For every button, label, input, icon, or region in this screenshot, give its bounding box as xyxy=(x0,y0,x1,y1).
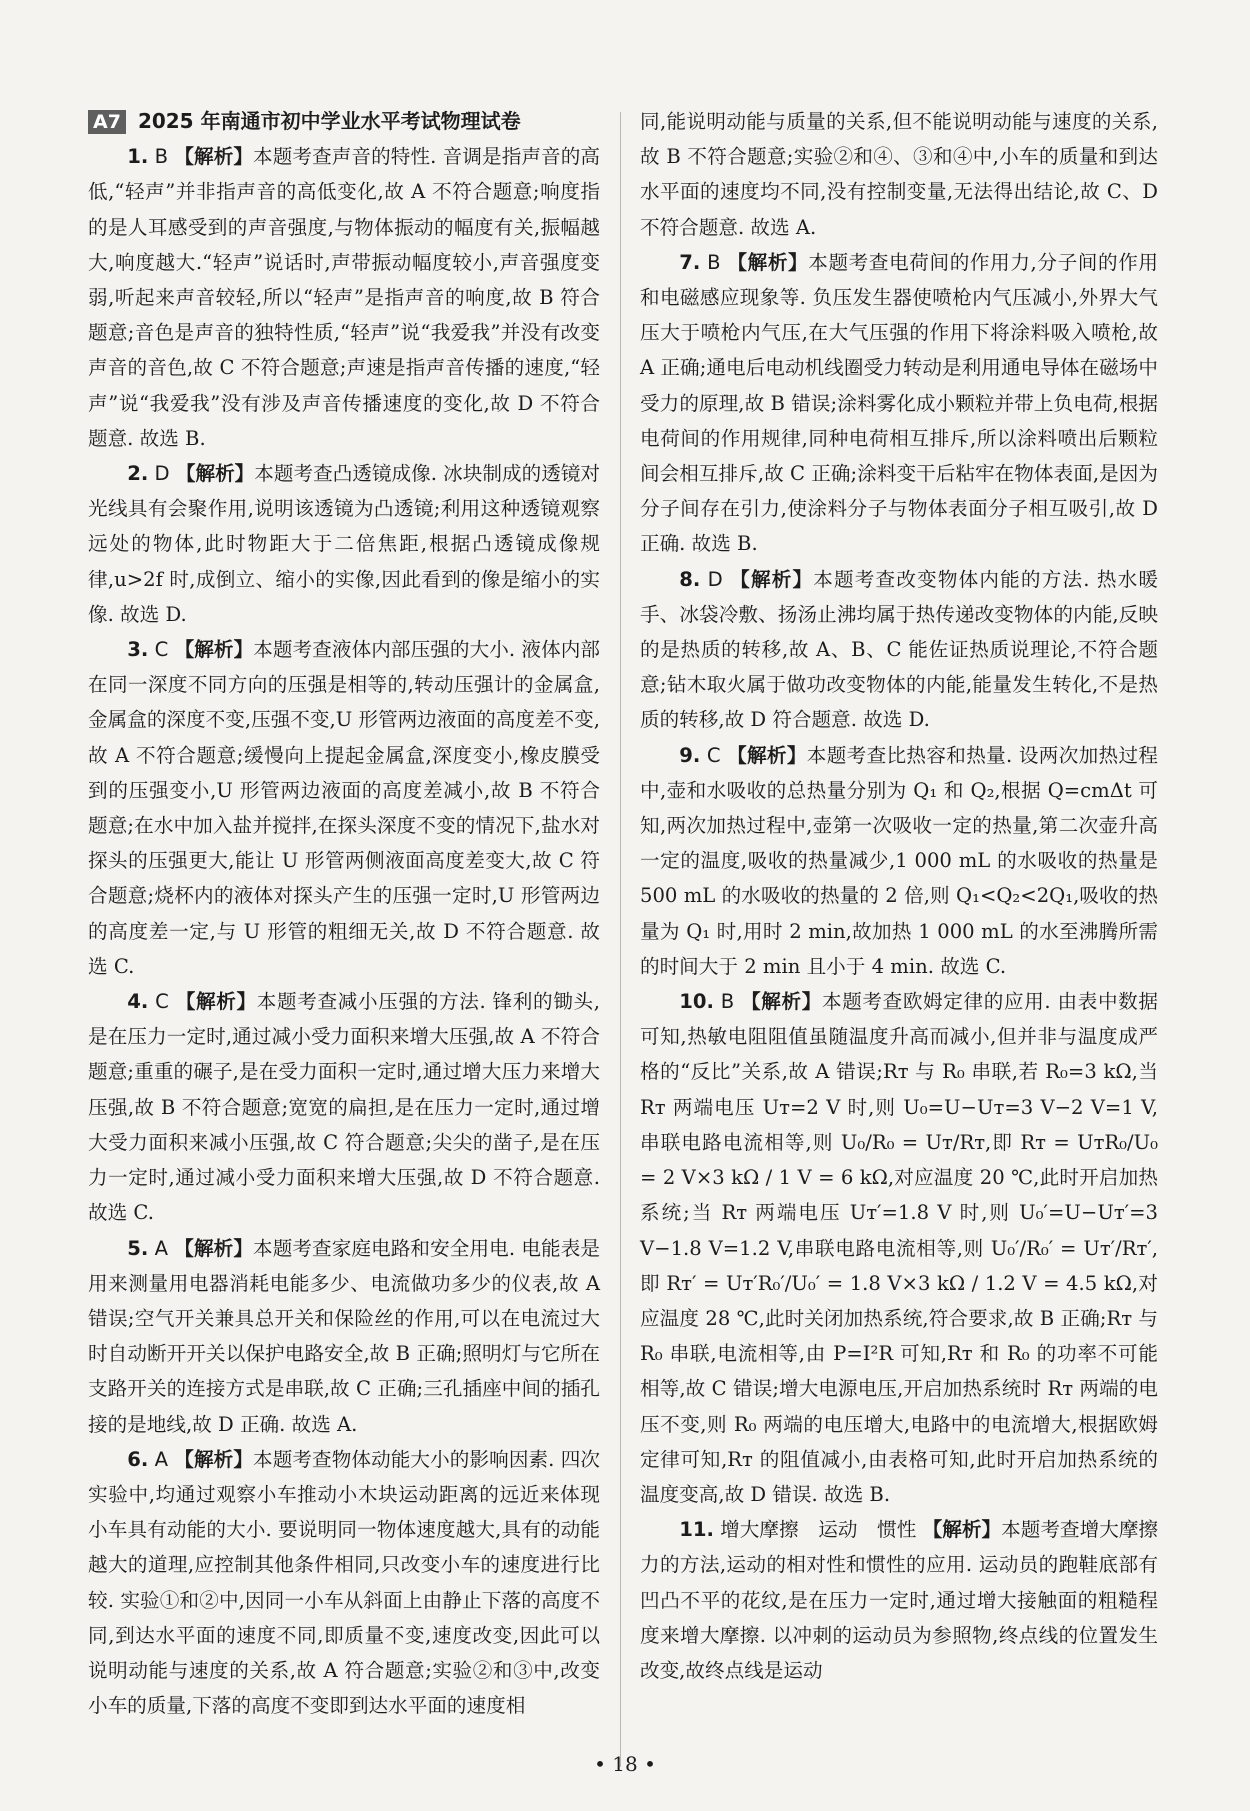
right-column xyxy=(640,104,1158,1688)
item-answer: C xyxy=(155,990,169,1014)
item-tag: 【解析】 xyxy=(175,462,255,486)
answer-item xyxy=(640,245,1158,562)
section-code-badge: A7 xyxy=(88,110,126,134)
page-number: • 18 • xyxy=(594,1752,656,1776)
item-answer: D xyxy=(707,567,723,591)
item-answer: B xyxy=(707,250,721,274)
item-number: 5. xyxy=(127,1236,149,1260)
answer-item xyxy=(88,984,600,1230)
item-answer: D xyxy=(154,462,170,486)
item-text: 本题考查家庭电路和安全用电. 电能表是用来测量用电器消耗电能多少、电流做功多少的仪表,故 A 错误;空气开关兼具总开关和保险丝的作用,可以在电流过大时自动断开开关以保护电路安全,故 B 正确;照明灯与它所在支路开关的连接方式是串联,故 C 正确;三孔插座中间的插孔接的是地线,故 D 正确. 故选 A. xyxy=(88,1236,600,1436)
item-tag: 【解析】 xyxy=(922,1518,1002,1542)
answer-item xyxy=(88,1442,600,1724)
item-answer: 增大摩擦 运动 惯性 xyxy=(720,1518,917,1542)
section-heading xyxy=(88,104,600,139)
item-text: 本题考查改变物体内能的方法. 热水暖手、冰袋冷敷、扬汤止沸均属于热传递改变物体的内能,反映的是热质的转移,故 A、B、C 能佐证热质说理论,不符合题意;钻木取火属于做功改变物体的内能,能量发生转化,不是热质的转移,故 D 符合题意. 故选 D. xyxy=(640,567,1158,732)
item-answer: B xyxy=(720,990,735,1014)
answer-item xyxy=(640,984,1158,1512)
item-number: 2. xyxy=(127,462,149,486)
item-text: 本题考查电荷间的作用力,分子间的作用和电磁感应现象等. 负压发生器使喷枪内气压减小,外界大气压大于喷枪内气压,在大气压强的作用下将涂料吸入喷枪,故 A 正确;通电后电动机线圈受力转动是利用通电导体在磁场中受力的原理,故 B 错误;涂料雾化成小颗粒并带上负电荷,根据电荷间的作用规律,同种电荷相互排斥,所以涂料喷出后颗粒间会相互排斥,故 C 正确;涂料变干后粘牢在物体表面,是因为分子间存在引力,使涂料分子与物体表面分子相互吸引,故 D 正确. 故选 B. xyxy=(640,250,1159,556)
item-text: 本题考查减小压强的方法. 锋利的锄头,是在压力一定时,通过减小受力面积来增大压强,故 A 不符合题意;重重的碾子,是在受力面积一定时,通过增大压力来增大压强,故 B 不符合题意;宽宽的扁担,是在压力一定时,通过增大受力面积来减小压强,故 C 符合题意;尖尖的凿子,是在压力一定时,通过减小受力面积来增大压强,故 D 不符合题意. 故选 C. xyxy=(88,990,601,1225)
item-number: 8. xyxy=(679,567,701,591)
item-answer: B xyxy=(154,145,169,169)
section-title: 2025 年南通市初中学业水平考试物理试卷 xyxy=(137,109,521,133)
item-text: 本题考查声音的特性. 音调是指声音的高低,“轻声”并非指声音的高低变化,故 A 不符合题意;响度指的是人耳感受到的声音强度,与物体振动的幅度有关,振幅越大,响度越大.“轻声”说话时,声带振动幅度较小,声音强度变弱,听起来声音较轻,所以“轻声”是指声音的响度,故 B 符合题意;音色是声音的独特性质,“轻声”说“我爱我”并没有改变声音的音色,故 C 不符合题意;声速是指声音传播的速度,“轻声”说“我爱我”没有涉及声音传播速度的变化,故 D 不符合题意. 故选 B. xyxy=(88,145,600,450)
answer-item xyxy=(640,1512,1158,1688)
answer-item xyxy=(640,738,1158,984)
item-number: 3. xyxy=(127,638,149,662)
item-tag: 【解析】 xyxy=(174,1447,254,1471)
item-answer: A xyxy=(154,1236,168,1260)
answer-continuation: 同,能说明动能与质量的关系,但不能说明动能与速度的关系,故 B 不符合题意;实验②和④、③和④中,小车的质量和到达水平面的速度均不同,没有控制变量,无法得出结论,故 C、D 不符合题意. 故选 A. xyxy=(640,110,1158,239)
item-number: 7. xyxy=(679,250,701,274)
item-text: 本题考查欧姆定律的应用. 由表中数据可知,热敏电阻阻值虽随温度升高而减小,但并非与温度成严格的“反比”关系,故 A 错误;Rᴛ 与 R₀ 串联,若 R₀=3 kΩ,当 Rᴛ 两端电压 Uᴛ=2 V 时,则 U₀=U−Uᴛ=3 V−2 V=1 V,串联电路电流相等,则 U₀/R₀ = Uᴛ/Rᴛ,即 Rᴛ = UᴛR₀/U₀ = 2 V×3 kΩ / 1 V = 6 kΩ,对应温度 20 ℃,此时开启加热系统;当 Rᴛ 两端电压 Uᴛ′=1.8 V 时,则 U₀′=U−Uᴛ′=3 V−1.8 V=1.2 V,串联电路电流相等,则 U₀′/R₀′ = Uᴛ′/Rᴛ′,即 Rᴛ′ = Uᴛ′R₀′/U₀′ = 1.8 V×3 kΩ / 1.2 V = 4.5 kΩ,对应温度 28 ℃,此时关闭加热系统,符合要求,故 B 正确;Rᴛ 与 R₀ 串联,电流相等,由 P=I²R 可知,Rᴛ 和 R₀ 的功率不可能相等,故 C 错误;增大电源电压,开启加热系统时 Rᴛ 两端的电压不变,则 R₀ 两端的电压增大,电路中的电流增大,根据欧姆定律可知,Rᴛ 的阻值减小,由表格可知,此时开启加热系统的温度变高,故 D 错误. 故选 B. xyxy=(640,990,1158,1506)
answer-item xyxy=(88,1231,600,1442)
item-text: 本题考查凸透镜成像. 冰块制成的透镜对光线具有会聚作用,说明该透镜为凸透镜;利用这种透镜观察远处的物体,此时物距大于二倍焦距,根据凸透镜成像规律,u>2f 时,成倒立、缩小的实像,因此看到的像是缩小的实像. 故选 D. xyxy=(88,462,601,626)
answer-item xyxy=(88,456,600,632)
item-text: 本题考查液体内部压强的大小. 液体内部在同一深度不同方向的压强是相等的,转动压强计的金属盒,金属盒的深度不变,压强不变,U 形管两边液面的高度差不变,故 A 不符合题意;缓慢向上提起金属盒,深度变小,橡皮膜受到的压强变小,U 形管两边液面的高度差减小,故 B 不符合题意;在水中加入盐并搅拌,在探头深度不变的情况下,盐水对探头的压强更大,能让 U 形管两侧液面高度差变大,故 C 符合题意;烧杯内的液体对探头产生的压强一定时,U 形管两边的高度差一定,与 U 形管的粗细无关,故 D 不符合题意. 故选 C. xyxy=(88,638,601,978)
item-number: 10. xyxy=(679,990,714,1014)
column-divider xyxy=(620,112,621,1767)
item-text: 本题考查比热容和热量. 设两次加热过程中,壶和水吸收的总热量分别为 Q₁ 和 Q₂,根据 Q=cmΔt 可知,两次加热过程中,壶第一次吸收一定的热量,第二次壶升高一定的温度,吸收的热量减少,1 000 mL 的水吸收的热量是 500 mL 的水吸收的热量的 2 倍,则 Q₁<Q₂<2Q₁,吸收的热量为 Q₁ 时,用时 2 min,故加热 1 000 mL 的水至沸腾所需的时间大于 2 min 且小于 4 min. 故选 C. xyxy=(640,743,1158,978)
left-column xyxy=(88,104,600,1723)
answer-item xyxy=(640,562,1158,738)
item-tag: 【解析】 xyxy=(174,1236,254,1260)
item-number: 1. xyxy=(127,145,149,169)
item-tag: 【解析】 xyxy=(174,638,254,662)
item-number: 6. xyxy=(127,1447,149,1471)
item-tag: 【解析】 xyxy=(727,743,807,767)
item-tag: 【解析】 xyxy=(727,250,809,274)
item-tag: 【解析】 xyxy=(175,990,257,1014)
item-tag: 【解析】 xyxy=(741,990,822,1014)
item-number: 4. xyxy=(127,990,149,1014)
item-text: 本题考查增大摩擦力的方法,运动的相对性和惯性的应用. 运动员的跑鞋底部有凹凸不平的花纹,是在压力一定时,通过增大接触面的粗糙程度来增大摩擦. 以冲刺的运动员为参照物,终点线的位置发生改变,故终点线是运动 xyxy=(640,1518,1159,1682)
item-tag: 【解析】 xyxy=(730,567,814,591)
item-text: 本题考查物体动能大小的影响因素. 四次实验中,均通过观察小车推动小木块运动距离的远近来体现小车具有动能的大小. 要说明同一物体速度越大,具有的动能越大的道理,应控制其他条件相同,只改变小车的速度进行比较. 实验①和②中,因同一小车从斜面上由静止下落的高度不同,到达水平面的速度不同,即质量不变,速度改变,因此可以说明动能与速度的关系,故 A 符合题意;实验②和③中,改变小车的质量,下落的高度不变即到达水平面的速度相 xyxy=(88,1447,600,1718)
item-answer: C xyxy=(154,638,169,662)
item-number: 11. xyxy=(679,1518,714,1542)
item-tag: 【解析】 xyxy=(174,145,254,169)
item-answer: A xyxy=(154,1447,168,1471)
item-answer: C xyxy=(706,743,721,767)
answer-item xyxy=(88,632,600,984)
answer-item xyxy=(88,139,600,456)
item-number: 9. xyxy=(679,743,701,767)
